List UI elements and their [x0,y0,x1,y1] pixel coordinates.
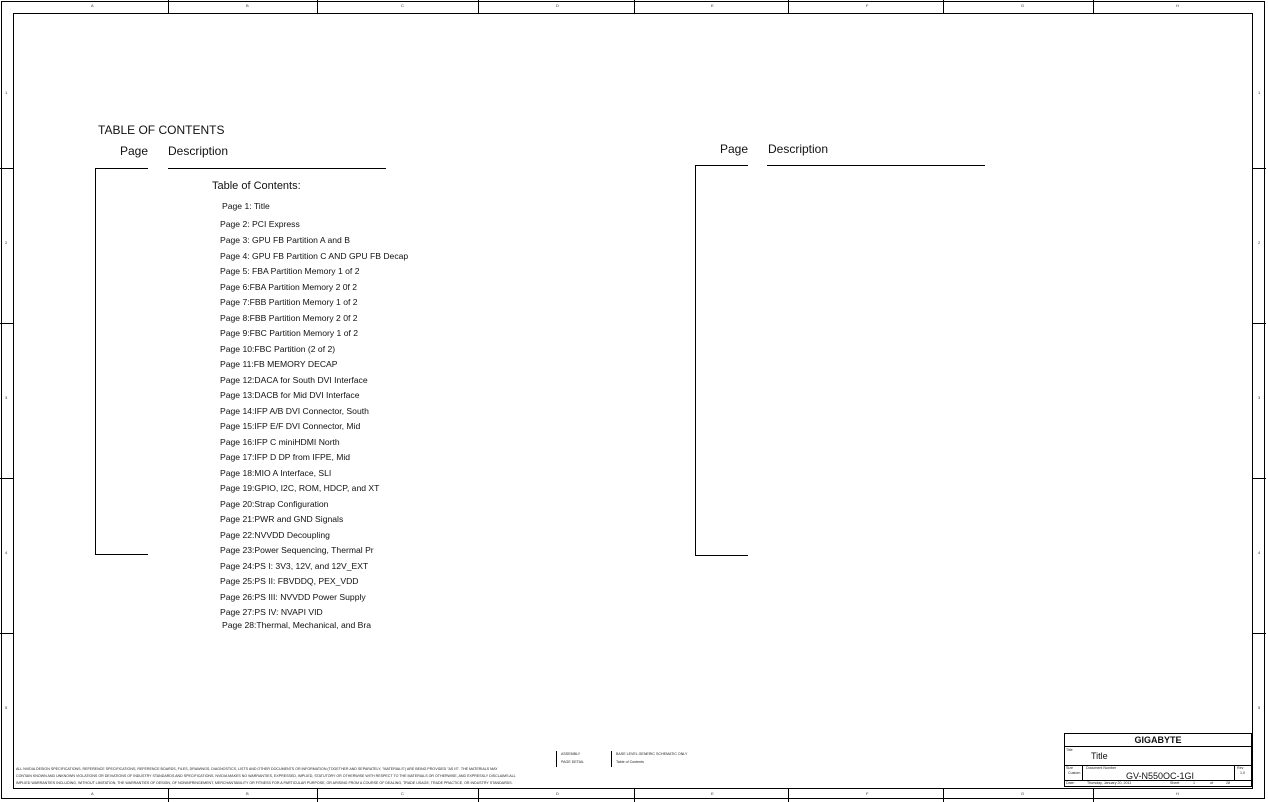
toc-item: Page 17:IFP D DP from IFPE, Mid [220,452,351,462]
of-value: 28 [1226,781,1230,785]
zone-label: 4 [1258,550,1261,555]
toc-item: Page 2: PCI Express [220,219,300,229]
toc-item: Page 23:Power Sequencing, Thermal Pr [220,545,374,555]
toc-item: Page 18:MIO A Interface, SLI [220,468,332,478]
zone-tick [1253,323,1266,324]
toc-item: Page 19:GPIO, I2C, ROM, HDCP, and XT [220,483,380,493]
doc-number-value: GV-N550OC-1GI [1126,771,1195,781]
toc-item: Page 28:Thermal, Mechanical, and Bra [222,620,372,630]
zone-tick [943,789,944,802]
page-detail-label: PAGE DETAIL [561,760,585,764]
toc-item: Page 14:IFP A/B DVI Connector, South [220,406,369,416]
toc-item: Page 7:FBB Partition Memory 1 of 2 [220,297,358,307]
zone-tick [317,789,318,802]
toc-item: Page 12:DACA for South DVI Interface [220,375,368,385]
size-label: Size [1066,766,1073,770]
zone-tick [0,633,13,634]
title-block-divider [1234,765,1235,780]
toc-item: Page 8:FBB Partition Memory 2 0f 2 [220,313,358,323]
zone-tick [478,789,479,802]
toc-item: Page 10:FBC Partition (2 of 2) [220,344,336,354]
right-page-header: Page [720,142,749,156]
toc-heading: Table of Contents: [212,180,301,192]
zone-label: H [1176,791,1179,796]
zone-tick [634,0,635,13]
size-value: Custom [1068,771,1081,775]
zone-label: E [711,791,714,796]
toc-item: Page 16:IFP C miniHDMI North [220,437,340,447]
zone-tick [478,0,479,13]
zone-tick [1093,0,1094,13]
zone-tick [788,789,789,802]
rev-value: 1.0 [1240,771,1245,775]
zone-label: 4 [5,550,8,555]
zone-label: 1 [1258,90,1261,95]
assembly-divider [556,751,557,767]
legal-disclaimer-line: IMPLIED WARRANTIES INCLUDING, WITHOUT LIMITATION, THE WARRANTIES OF DESIGN, OF NONINFRINGEMENT, MERCHANTABILITY OR FITNESS FOR A PARTICULAR PURPOSE, OR ARISING FROM A COURSE OF DEALING, TRADE USAGE, TRADE PRACTICE, OR INDUSTRY STANDARDS. [16,781,513,785]
toc-item: Page 27:PS IV: NVAPI VID [220,607,323,617]
toc-title: TABLE OF CONTENTS [98,123,225,137]
page-detail-value: Table of Contents [616,760,644,764]
toc-item: Page 3: GPU FB Partition A and B [220,235,350,245]
zone-label: 3 [1258,395,1261,400]
zone-tick [1253,168,1266,169]
toc-item: Page 24:PS I: 3V3, 12V, and 12V_EXT [220,561,369,571]
of-label: of [1210,781,1213,785]
toc-item: Page 1: Title [222,201,270,211]
zone-tick [0,478,13,479]
left-page-header: Page [120,144,149,158]
zone-label: A [91,3,94,8]
legal-disclaimer-line: ALL NVIDIA DESIGN SPECIFICATIONS, REFERENCE SPECIFICATIONS, REFERENCE BOARDS, FILES, DRAWINGS, DIAGNOSTICS, LISTS AND OTHER DOCUMENTS OR INFORMATION (TOGETHER AND SEPARATELY, "MATERIALS") ARE BEING PROVIDED "AS IS". THE MATERIALS MAY [16,767,498,771]
toc-item: Page 4: GPU FB Partition C AND GPU FB Decap [220,251,409,261]
assembly-label: ASSEMBLY [561,752,581,756]
zone-tick [788,0,789,13]
zone-label: G [1021,791,1025,796]
title-block-divider [1082,765,1083,780]
zone-label: B [246,3,249,8]
toc-item: Page 9:FBC Partition Memory 1 of 2 [220,328,359,338]
zone-label: F [866,3,869,8]
zone-label: G [1021,3,1025,8]
zone-tick [1253,478,1266,479]
left-description-header: Description [168,144,229,158]
zone-label: D [556,3,559,8]
title-label: Title [1066,748,1073,752]
zone-label: A [91,791,94,796]
zone-label: C [401,3,404,8]
page-column-bracket [695,165,748,556]
zone-tick [168,0,169,13]
sheet-label: Sheet [1170,781,1180,785]
date-label: Date: [1066,781,1075,785]
toc-item: Page 26:PS III: NVVDD Power Supply [220,592,366,602]
toc-item: Page 20:Strap Configuration [220,499,329,509]
toc-item: Page 6:FBA Partition Memory 2 0f 2 [220,282,358,292]
zone-label: D [556,791,559,796]
description-underline [767,165,985,166]
legal-disclaimer-line: CONTAIN KNOWN AND UNKNOWN VIOLATIONS OR DEVIATIONS OF INDUSTRY STANDARDS AND SPECIFICATIONS. NVIDIA MAKES NO WARRANTIES, EXPRESSED, IMPLIED, STATUTORY OR OTHERWISE WITH RESPECT TO THE MATERIALS OR OTHERWISE, AND EXPRESSLY DISCLAIMS ALL [16,774,516,778]
toc-item: Page 25:PS II: FBVDDQ, PEX_VDD [220,576,359,586]
zone-label: 1 [5,90,8,95]
rev-label: Rev [1237,766,1244,770]
description-underline [168,168,386,169]
zone-label: E [711,3,714,8]
zone-label: C [401,791,404,796]
sheet-value: 1 [1193,781,1195,785]
zone-label: 5 [1258,705,1261,710]
zone-tick [634,789,635,802]
zone-label: H [1176,3,1179,8]
right-description-header: Description [768,142,829,156]
title-value: Title [1091,751,1108,761]
toc-item: Page 11:FB MEMORY DECAP [220,359,338,369]
zone-label: 2 [5,240,8,245]
zone-tick [317,0,318,13]
zone-tick [168,789,169,802]
company-name: GIGABYTE [1134,735,1182,745]
assembly-value: BASE LEVEL GENERIC SCHEMATIC ONLY [616,752,688,756]
title-block-rule [1064,746,1252,747]
zone-label: 2 [1258,240,1261,245]
page-column-bracket [95,168,148,555]
zone-label: 3 [5,395,8,400]
zone-tick [1253,633,1266,634]
zone-label: F [866,791,869,796]
zone-tick [0,323,13,324]
toc-item: Page 15:IFP E/F DVI Connector, Mid [220,421,361,431]
zone-label: 5 [5,705,8,710]
doc-number-label: Document Number [1086,766,1117,770]
toc-item: Page 21:PWR and GND Signals [220,514,344,524]
toc-item: Page 13:DACB for Mid DVI Interface [220,390,360,400]
zone-tick [1093,789,1094,802]
zone-tick [943,0,944,13]
assembly-divider [611,751,612,767]
zone-tick [0,168,13,169]
toc-item: Page 5: FBA Partition Memory 1 of 2 [220,266,360,276]
toc-item: Page 22:NVVDD Decoupling [220,530,330,540]
date-value: Thursday, January 20, 2011 [1087,781,1132,785]
zone-label: B [246,791,249,796]
